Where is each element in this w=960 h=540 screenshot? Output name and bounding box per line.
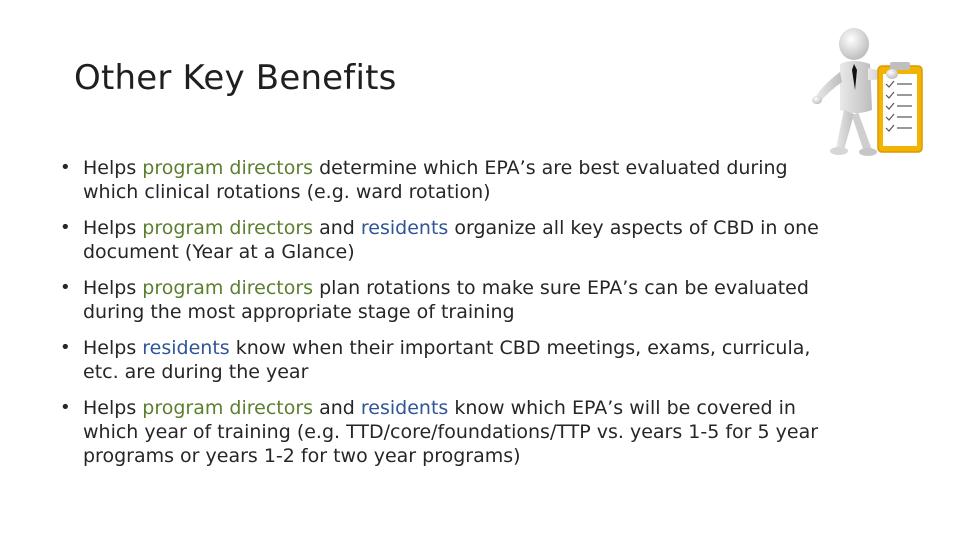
bullet-text-segment: plan rotations to make sure EPA’s can be evaluated during the most appropriate stage of training xyxy=(83,277,809,323)
bullet-text-segment: Helps xyxy=(83,217,143,239)
bullet-text-segment: and xyxy=(313,397,361,419)
highlight-program-directors: program directors xyxy=(142,277,314,299)
bullet-item xyxy=(60,276,840,324)
bullet-text-segment: organize all key aspects of CBD in one document (Year at a Glance) xyxy=(83,217,819,263)
bullet-text-segment: Helps xyxy=(83,397,143,419)
slide-title: Other Key Benefits xyxy=(74,58,397,98)
bullet-text-segment: Helps xyxy=(83,277,143,299)
bullet-dot-icon: • xyxy=(60,397,71,418)
highlight-program-directors: program directors xyxy=(142,217,314,239)
highlight-residents: residents xyxy=(360,217,449,239)
highlight-program-directors: program directors xyxy=(142,397,314,419)
person-with-checklist-icon xyxy=(806,24,930,158)
bullet-item xyxy=(60,336,840,384)
bullet-dot-icon: • xyxy=(60,217,71,238)
bullet-item xyxy=(60,216,840,264)
bullet-list xyxy=(60,156,840,480)
bullet-text-segment: and xyxy=(313,217,361,239)
highlight-program-directors: program directors xyxy=(142,157,314,179)
bullet-text-segment: know which EPA’s will be covered in which year of training (e.g. TTD/core/foundations/TTP vs. years 1-5 for 5 year programs or years 1-2 for two year programs) xyxy=(83,397,819,467)
bullet-text-segment: Helps xyxy=(83,337,143,359)
bullet-item xyxy=(60,156,840,204)
bullet-text-segment: know when their important CBD meetings, exams, curricula, etc. are during the year xyxy=(83,337,811,383)
bullet-item xyxy=(60,396,840,468)
highlight-residents: residents xyxy=(142,337,230,359)
bullet-dot-icon: • xyxy=(60,157,71,178)
highlight-residents: residents xyxy=(360,397,449,419)
bullet-dot-icon: • xyxy=(60,277,71,298)
bullet-text-segment: Helps xyxy=(83,157,143,179)
bullet-dot-icon: • xyxy=(60,337,71,358)
bullet-text-segment: determine which EPA’s are best evaluated during which clinical rotations (e.g. ward rotation) xyxy=(83,157,788,203)
